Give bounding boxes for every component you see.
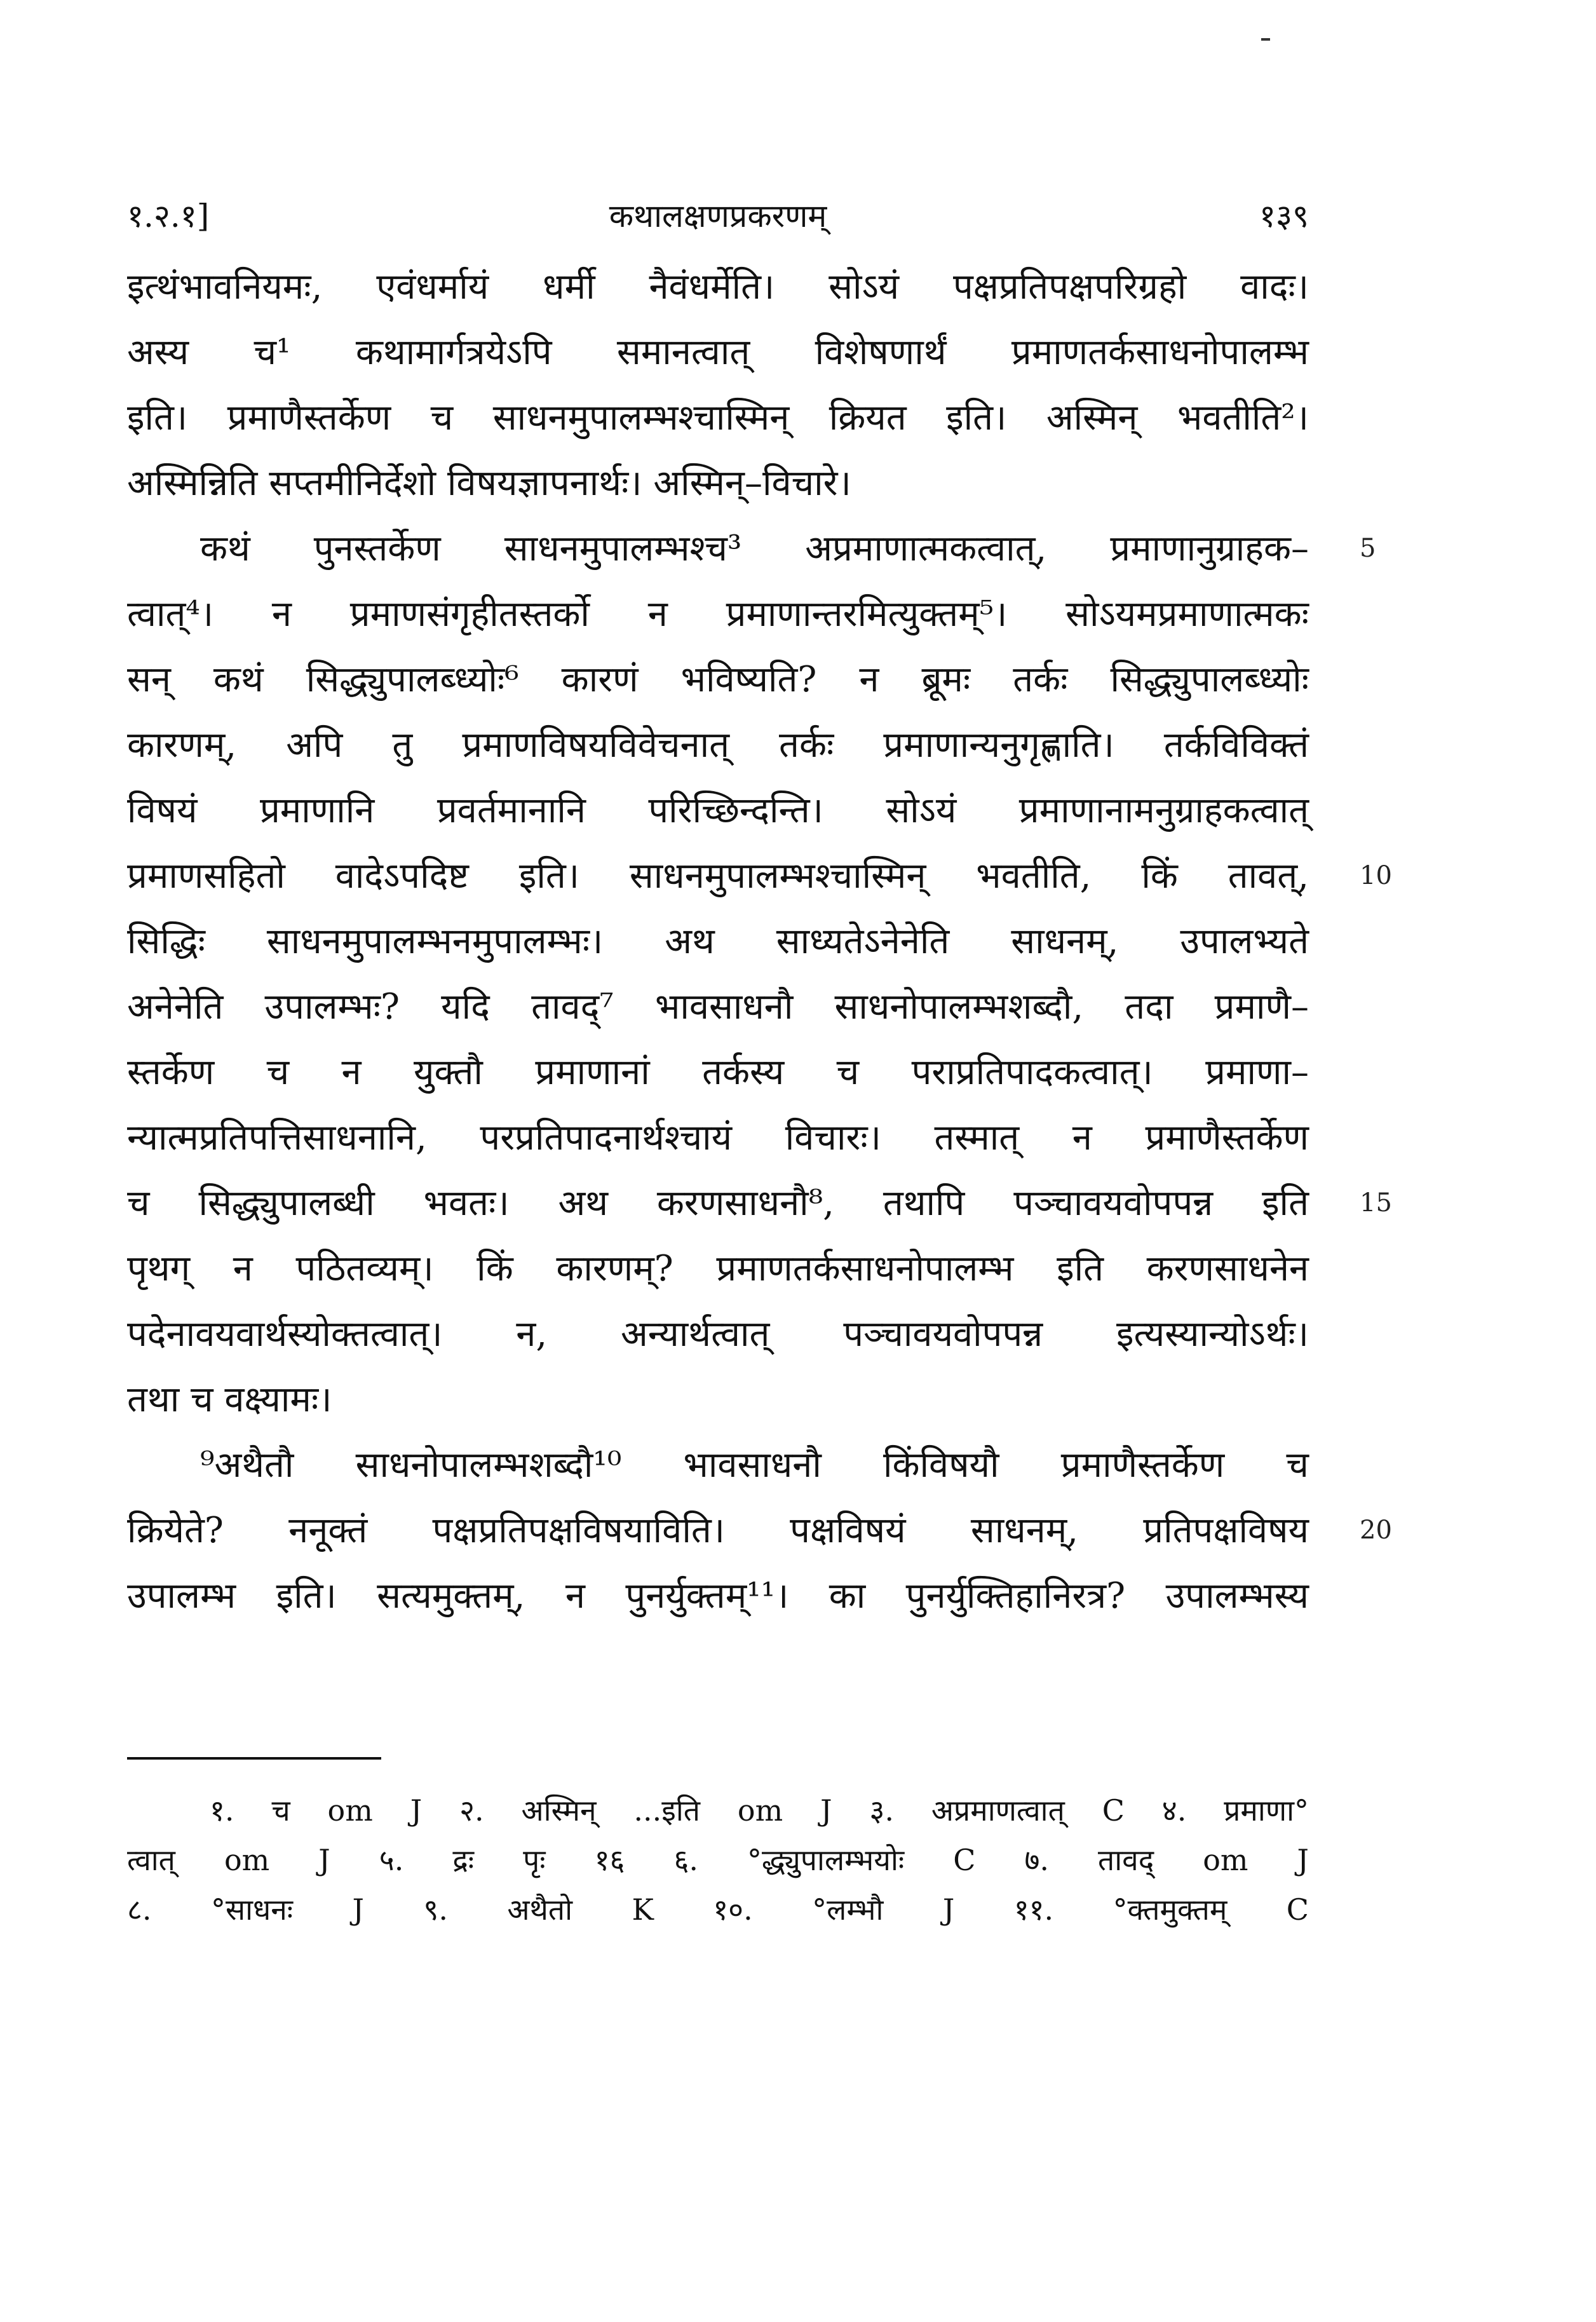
page-number: १३९ <box>1259 198 1309 234</box>
scan-mark <box>1261 38 1270 41</box>
text-line: स्तर्केण च न युक्तौ प्रमाणानां तर्कस्य च पराप्रतिपादकत्वात्। प्रमाणा– <box>127 1052 1309 1093</box>
text-line: पृथग् न पठितव्यम्। किं कारणम्? प्रमाणतर्कसाधनोपालम्भ इति करणसाधनेन <box>127 1248 1309 1289</box>
text-line: त्वात्⁴। न प्रमाणसंगृहीतस्तर्को न प्रमाणान्तरमित्युक्तम्⁵। सोऽयमप्रमाणात्मकः <box>127 594 1309 635</box>
footnote-line: ८. °साधनः J ९. अथैतो K १०. °लम्भौ J ११. °क्तमुक्तम् C <box>127 1892 1309 1927</box>
line-number-10: 10 <box>1360 861 1392 890</box>
text-line: विषयं प्रमाणानि प्रवर्तमानानि परिच्छिन्दन्ति। सोऽयं प्रमाणानामनुग्राहकत्वात् <box>127 790 1309 831</box>
text-line: च सिद्ध्युपालब्धी भवतः। अथ करणसाधनौ⁸, तथापि पञ्चावयवोपपन्न इति <box>127 1183 1309 1224</box>
text-line: कथं पुनस्तर्केण साधनमुपालम्भश्च³ अप्रमाणात्मकत्वात्, प्रमाणानुग्राहक– <box>200 528 1309 569</box>
line-number-15: 15 <box>1360 1188 1392 1218</box>
text-line: कारणम्, अपि तु प्रमाणविषयविवेचनात् तर्कः प्रमाणान्यनुगृह्णाति। तर्कविविक्तं <box>127 724 1309 766</box>
footnote-line: १. च om J २. अस्मिन् ...इति om J ३. अप्रमाणत्वात् C ४. प्रमाणा° <box>210 1793 1309 1828</box>
text-line: पदेनावयवार्थस्योक्तत्वात्। न, अन्यार्थत्वात् पञ्चावयवोपपन्न इत्यस्यान्योऽर्थः। <box>127 1314 1309 1355</box>
text-line: क्रियेते? ननूक्तं पक्षप्रतिपक्षविषयाविति। पक्षविषयं साधनम्, प्रतिपक्षविषय <box>127 1510 1309 1551</box>
chapter-title: कथालक्षणप्रकरणम् <box>609 198 827 234</box>
line-number-5: 5 <box>1360 534 1376 563</box>
text-line: उपालम्भ इति। सत्यमुक्तम्, न पुनर्युक्तम्¹¹। का पुनर्युक्तिहानिरत्र? उपालम्भस्य <box>127 1575 1309 1617</box>
text-line: तथा च वक्ष्यामः। <box>127 1379 332 1420</box>
text-line: न्यात्मप्रतिपत्तिसाधनानि, परप्रतिपादनार्थश्चायं विचारः। तस्मात् न प्रमाणैस्तर्केण <box>127 1117 1309 1158</box>
footnote-divider <box>127 1757 381 1760</box>
running-head <box>127 191 1309 241</box>
text-line: अनेनेति उपालम्भः? यदि तावद्⁷ भावसाधनौ साधनोपालम्भशब्दौ, तदा प्रमाणै– <box>127 986 1309 1028</box>
line-number-20: 20 <box>1360 1516 1392 1545</box>
footnotes <box>127 1786 1309 1934</box>
text-line: इत्थंभावनियमः, एवंधर्मायं धर्मी नैवंधर्मेति। सोऽयं पक्षप्रतिपक्षपरिग्रहो वादः। <box>127 266 1309 308</box>
body-text <box>127 254 1392 1629</box>
text-line: ⁹अथैतौ साधनोपालम्भशब्दौ¹⁰ भावसाधनौ किंविषयौ प्रमाणैस्तर्केण च <box>200 1444 1309 1486</box>
footnote-line: त्वात् om J ५. द्रः पृः १६ ६. °द्ध्युपालम्भयोः C ७. तावद् om J <box>127 1843 1309 1877</box>
section-number: १.२.१] <box>127 198 210 234</box>
text-line: इति। प्रमाणैस्तर्केण च साधनमुपालम्भश्चास्मिन् क्रियत इति। अस्मिन् भवतीति²। <box>127 397 1309 438</box>
text-line: प्रमाणसहितो वादेऽपदिष्ट इति। साधनमुपालम्भश्चास्मिन् भवतीति, किं तावत्, <box>127 855 1309 897</box>
text-line: सन् कथं सिद्ध्युपालब्ध्योः⁶ कारणं भविष्यति? न ब्रूमः तर्कः सिद्ध्युपालब्ध्योः <box>127 659 1309 700</box>
text-line: अस्य च¹ कथामार्गत्रयेऽपि समानत्वात् विशेषणार्थं प्रमाणतर्कसाधनोपालम्भ <box>127 332 1309 373</box>
text-line: अस्मिन्निति सप्तमीनिर्देशो विषयज्ञापनार्थः। अस्मिन्–विचारे। <box>127 463 851 504</box>
text-line: सिद्धिः साधनमुपालम्भनमुपालम्भः। अथ साध्यतेऽनेनेति साधनम्, उपालभ्यते <box>127 921 1309 962</box>
